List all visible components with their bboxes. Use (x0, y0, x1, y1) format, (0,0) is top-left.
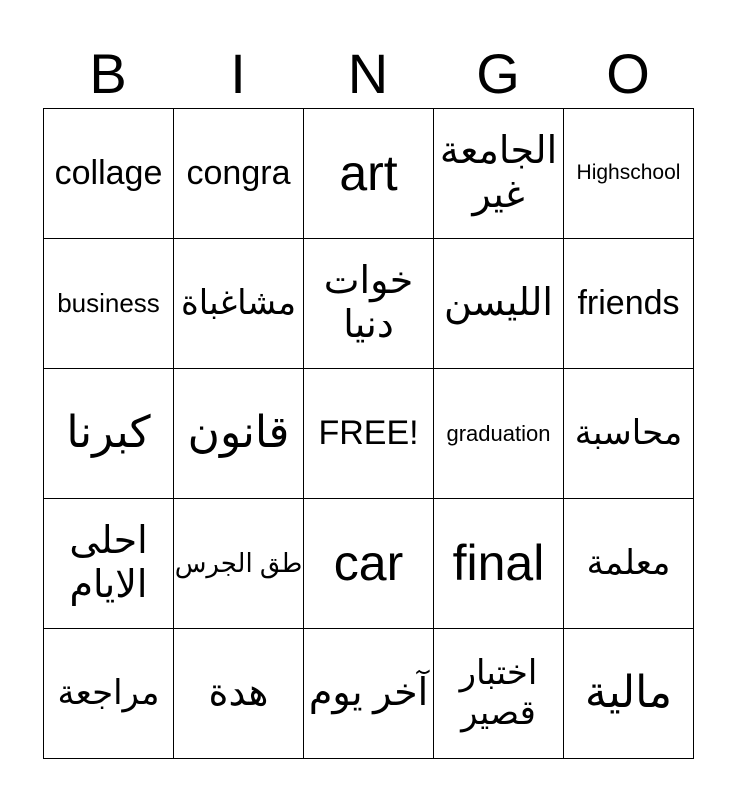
bingo-cell[interactable] (434, 109, 564, 239)
bingo-cell[interactable] (304, 239, 434, 369)
cell-text: هدة (208, 671, 269, 714)
cell-text: آخر يوم (308, 671, 429, 714)
grid-row (44, 629, 694, 759)
bingo-cell[interactable] (434, 499, 564, 629)
cell-text: معلمة (586, 543, 671, 582)
grid-row (44, 239, 694, 369)
bingo-cell[interactable] (174, 499, 304, 629)
bingo-cell[interactable] (44, 239, 174, 369)
header-letter-i: I (230, 42, 246, 105)
cell-text: قانون (187, 408, 290, 458)
cell-text: Highschool (576, 161, 681, 185)
cell-text: business (57, 287, 160, 318)
cell-text: FREE! (318, 413, 419, 452)
cell-text: collage (54, 153, 163, 192)
bingo-cell[interactable] (434, 369, 564, 499)
header-letter-n: N (347, 42, 389, 105)
cell-text: طق الجرس (174, 547, 303, 578)
header-letter-b: B (89, 42, 127, 105)
bingo-cell[interactable] (304, 109, 434, 239)
bingo-cell[interactable] (564, 109, 694, 239)
bingo-cell[interactable] (174, 109, 304, 239)
header-letter-g: G (476, 42, 520, 105)
bingo-cell[interactable] (44, 369, 174, 499)
grid-row (44, 109, 694, 239)
cell-text: مالية (584, 668, 673, 718)
cell-text: اختبار قصير (459, 654, 538, 732)
cell-text: محاسبة (574, 413, 683, 452)
cell-text: خوات دنيا (323, 259, 414, 346)
bingo-cell[interactable] (434, 239, 564, 369)
bingo-cell[interactable] (174, 369, 304, 499)
bingo-cell[interactable] (44, 629, 174, 759)
bingo-header (43, 40, 693, 108)
bingo-cell[interactable] (564, 499, 694, 629)
bingo-cell[interactable] (174, 629, 304, 759)
cell-text: art (339, 144, 398, 201)
bingo-grid (43, 108, 694, 759)
bingo-cell[interactable] (434, 629, 564, 759)
cell-text: graduation (446, 420, 551, 446)
cell-text: final (452, 534, 545, 591)
cell-text: congra (186, 153, 291, 192)
bingo-cell[interactable] (44, 499, 174, 629)
bingo-cell[interactable] (564, 369, 694, 499)
grid-row (44, 369, 694, 499)
cell-text: احلى الايام (69, 519, 148, 606)
bingo-cell[interactable] (44, 109, 174, 239)
cell-text: car (333, 534, 404, 591)
cell-text: الليسن (443, 281, 553, 324)
bingo-cell[interactable] (174, 239, 304, 369)
bingo-cell-free[interactable] (304, 369, 434, 499)
bingo-cell[interactable] (304, 499, 434, 629)
bingo-cell[interactable] (304, 629, 434, 759)
cell-text: الجامعة غير (439, 129, 558, 216)
header-letter-o: O (606, 42, 650, 105)
cell-text: كبرنا (66, 408, 151, 458)
bingo-cell[interactable] (564, 239, 694, 369)
bingo-cell[interactable] (564, 629, 694, 759)
cell-text: مشاغباة (180, 283, 297, 322)
cell-text: مراجعة (57, 673, 160, 712)
grid-row (44, 499, 694, 629)
cell-text: friends (577, 283, 680, 322)
